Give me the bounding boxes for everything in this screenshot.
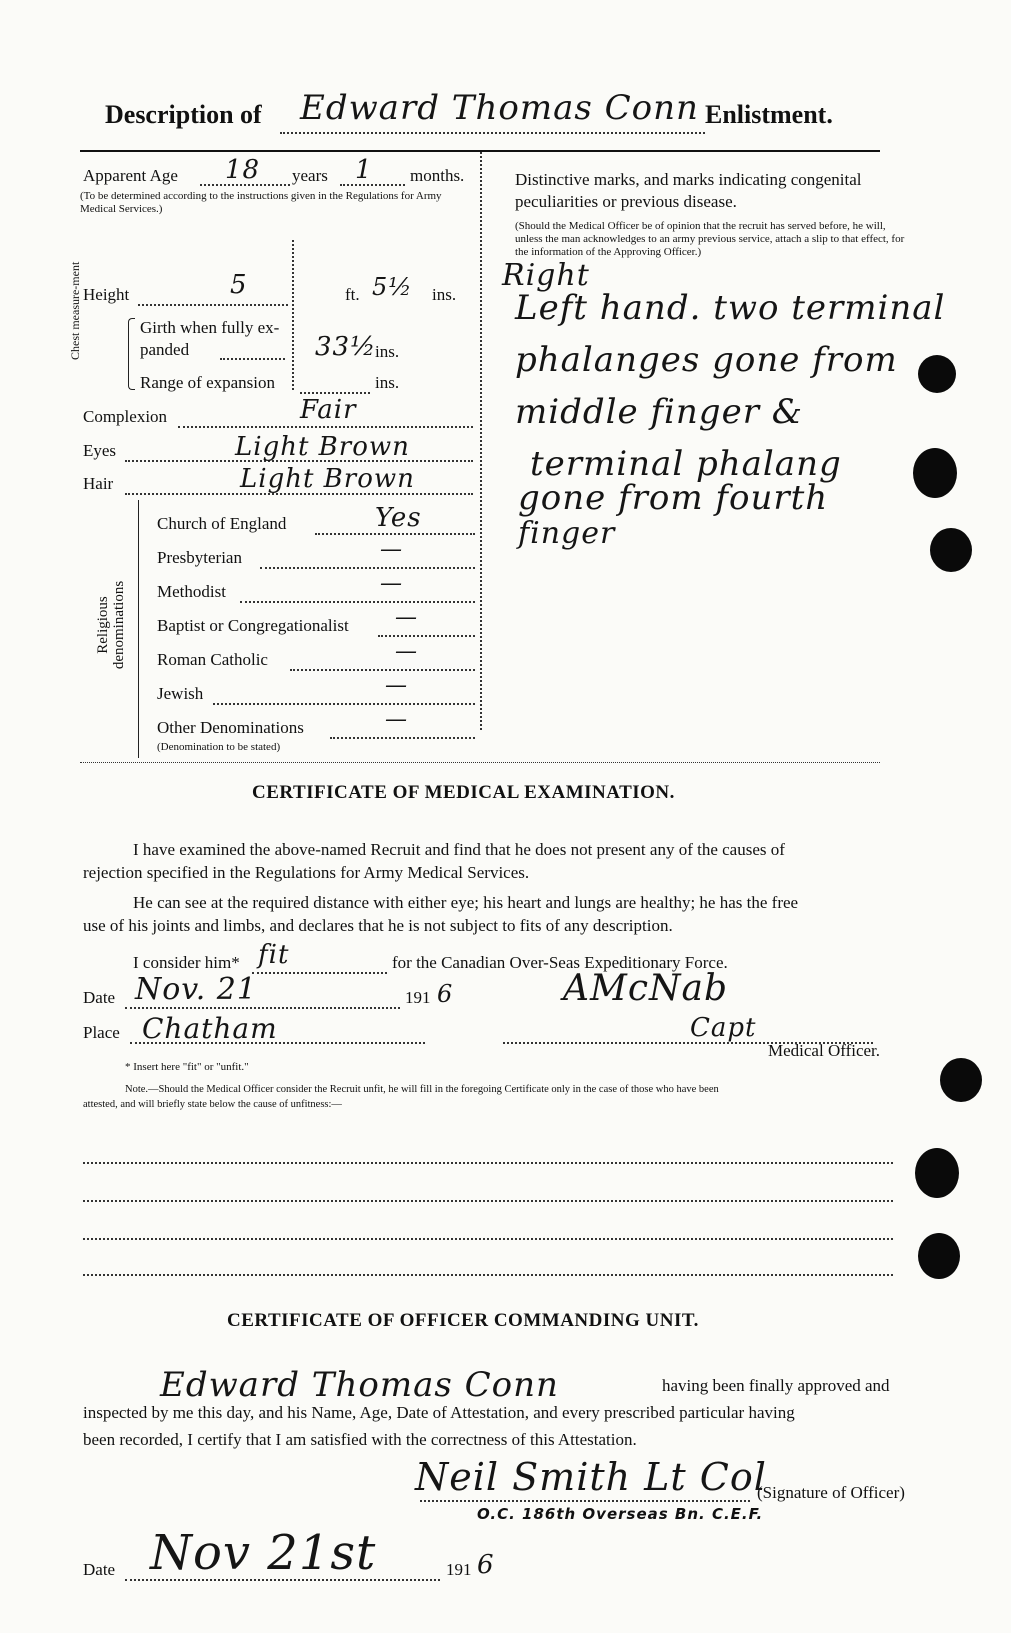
medical-officer-signature: AMcNab [563, 968, 729, 1009]
girth-dots [220, 358, 285, 360]
denomination-value: — [385, 707, 408, 732]
denomination-dots [260, 567, 475, 569]
footnote-star: * Insert here "fit" or "unfit." [125, 1061, 249, 1073]
denomination-label: Baptist or Congregationalist [157, 616, 349, 635]
eyes-label: Eyes [83, 441, 117, 460]
note-line2: attested, and will briefly state below the cause of unfitness:— [83, 1099, 342, 1110]
punch-hole [918, 1233, 960, 1279]
measure-divider [292, 240, 294, 390]
denomination-value: — [395, 605, 418, 630]
commanding-signature-dots [420, 1500, 750, 1502]
denomination-value: Yes [375, 503, 422, 533]
marks-heading-line2: peculiarities or previous disease. [515, 192, 737, 211]
commanding-signature: Neil Smith Lt Col [415, 1455, 767, 1499]
unfitness-line [83, 1200, 893, 1202]
date-label: Date [83, 988, 116, 1007]
punch-hole [940, 1058, 982, 1102]
age-years-value: 18 [225, 155, 261, 185]
denomination-label: Other Denominations [157, 718, 304, 737]
date-dots [125, 1007, 400, 1009]
age-note: (To be determined according to the instructions given in the Regulations for Army Medical Services.) [80, 190, 442, 215]
denomination-label: Methodist [157, 582, 226, 601]
denomination-dots [315, 533, 475, 535]
title-dotted-line [280, 132, 705, 134]
medical-officer-label: Medical Officer. [768, 1041, 881, 1060]
marks-line: finger [518, 516, 616, 551]
commanding-year-prefix: 191 [446, 1560, 472, 1579]
denomination-label: Presbyterian [157, 548, 242, 567]
medical-para2-line1: He can see at the required distance with either eye; his heart and lungs are healthy; he has the free [133, 893, 799, 912]
medical-para1-line2: rejection specified in the Regulations for Army Medical Services. [83, 863, 530, 882]
unfitness-line [83, 1238, 893, 1240]
consider-label: I consider him* [133, 953, 240, 972]
denomination-dots [213, 703, 475, 705]
religious-label: Religious denominations [95, 580, 127, 670]
ft-label: ft. [345, 285, 360, 304]
height-label: Height [83, 285, 130, 304]
eyes-value: Light Brown [235, 432, 410, 462]
commanding-date-value: Nov 21st [150, 1525, 377, 1581]
punch-hole [918, 355, 956, 393]
girth-label-line1: Girth when fully ex- [140, 318, 280, 337]
ins-label: ins. [432, 285, 457, 304]
section-divider [80, 762, 880, 763]
religious-divider [138, 500, 139, 758]
marks-heading-line1: Distinctive marks, and marks indicating congenital [515, 170, 862, 189]
years-label: years [292, 166, 328, 185]
height-ft-value: 5 [230, 270, 248, 300]
punch-hole [915, 1148, 959, 1198]
marks-line: middle finger & [515, 392, 804, 432]
commanding-name-value: Edward Thomas Conn [160, 1365, 559, 1405]
place-value: Chatham [142, 1012, 278, 1045]
medical-para2-line2: use of his joints and limbs, and declares that he is not subject to fits of any description. [83, 916, 673, 935]
denomination-label: Church of England [157, 514, 287, 533]
column-divider [480, 152, 482, 730]
title-suffix: Enlistment. [705, 100, 833, 129]
age-dots [200, 184, 290, 186]
denomination-label: Jewish [157, 684, 204, 703]
commanding-heading: CERTIFICATE OF OFFICER COMMANDING UNIT. [227, 1310, 699, 1331]
marks-note: (Should the Medical Officer be of opinion that the recruit has served before, he will, unless the man acknowledges to an army previous service, attach a slip to that effect, for the information of the Approving Officer.) [515, 220, 905, 258]
consider-suffix: for the Canadian Over-Seas Expeditionary Force. [392, 953, 728, 972]
medical-para1-line1: I have examined the above-named Recruit and find that he does not present any of the causes of [133, 840, 785, 859]
hair-label: Hair [83, 474, 114, 493]
title-prefix: Description of [105, 100, 262, 129]
denomination-dots [330, 737, 475, 739]
months-label: months. [410, 166, 465, 185]
marks-line: Right [502, 258, 590, 293]
denomination-value: — [380, 537, 403, 562]
commanding-line2: inspected by me this day, and his Name, Age, Date of Attestation, and every prescribed particular having [83, 1403, 795, 1422]
girth-unit: ins. [375, 342, 400, 361]
commanding-year-suffix: 6 [477, 1550, 495, 1580]
commanding-date-dots [125, 1579, 440, 1581]
other-denomination-note: (Denomination to be stated) [157, 741, 281, 753]
place-dots [130, 1042, 425, 1044]
height-ins-value: 5½ [372, 273, 413, 301]
denomination-value: — [395, 639, 418, 664]
commanding-line3: been recorded, I certify that I am satisfied with the correctness of this Attestation. [83, 1430, 637, 1449]
range-dots [300, 392, 370, 394]
denomination-dots [240, 601, 475, 603]
months-dots [340, 184, 405, 186]
complexion-value: Fair [300, 395, 357, 425]
consider-dots [252, 972, 387, 974]
complexion-label: Complexion [83, 407, 168, 426]
age-label: Apparent Age [83, 166, 178, 185]
date-year-suffix: 6 [437, 980, 454, 1008]
commanding-stamp: O.C. 186th Overseas Bn. C.E.F. [477, 1505, 764, 1523]
height-ft-dots [138, 304, 288, 306]
medical-heading: CERTIFICATE OF MEDICAL EXAMINATION. [252, 782, 675, 803]
commanding-line1-suffix: having been finally approved and [662, 1376, 890, 1395]
hair-value: Light Brown [240, 464, 415, 494]
note-line1: Note.—Should the Medical Officer consider the Recruit unfit, he will fill in the foregoing Certificate only in the case of those who have been [125, 1084, 719, 1095]
denomination-label: Roman Catholic [157, 650, 268, 669]
marks-line: gone from fourth [518, 478, 829, 518]
marks-line: phalanges gone from [515, 340, 898, 380]
marks-line: Left hand. two terminal [515, 288, 946, 328]
marks-line: terminal phalang [530, 444, 842, 484]
denomination-value: — [380, 571, 403, 596]
date-value: Nov. 21 [135, 972, 257, 1007]
commanding-signature-label: (Signature of Officer) [757, 1483, 905, 1502]
title-name: Edward Thomas Conn [300, 88, 699, 128]
punch-hole [930, 528, 972, 572]
age-months-value: 1 [355, 155, 373, 185]
girth-value: 33½ [315, 332, 377, 362]
unfitness-line [83, 1274, 893, 1276]
punch-hole [913, 448, 957, 498]
denomination-dots [290, 669, 475, 671]
consider-value: fit [258, 940, 290, 970]
chest-bracket [128, 318, 135, 390]
commanding-date-label: Date [83, 1560, 116, 1579]
chest-label: Chest measure-ment [68, 261, 82, 360]
medical-officer-rank: Capt [690, 1013, 757, 1043]
place-label: Place [83, 1023, 120, 1042]
range-label: Range of expansion [140, 373, 276, 392]
denomination-value: — [385, 673, 408, 698]
girth-label-line2: panded [140, 340, 190, 359]
unfitness-line [83, 1162, 893, 1164]
denomination-dots [378, 635, 475, 637]
complexion-dots [178, 426, 473, 428]
date-year-prefix: 191 [405, 988, 431, 1007]
range-unit: ins. [375, 373, 400, 392]
